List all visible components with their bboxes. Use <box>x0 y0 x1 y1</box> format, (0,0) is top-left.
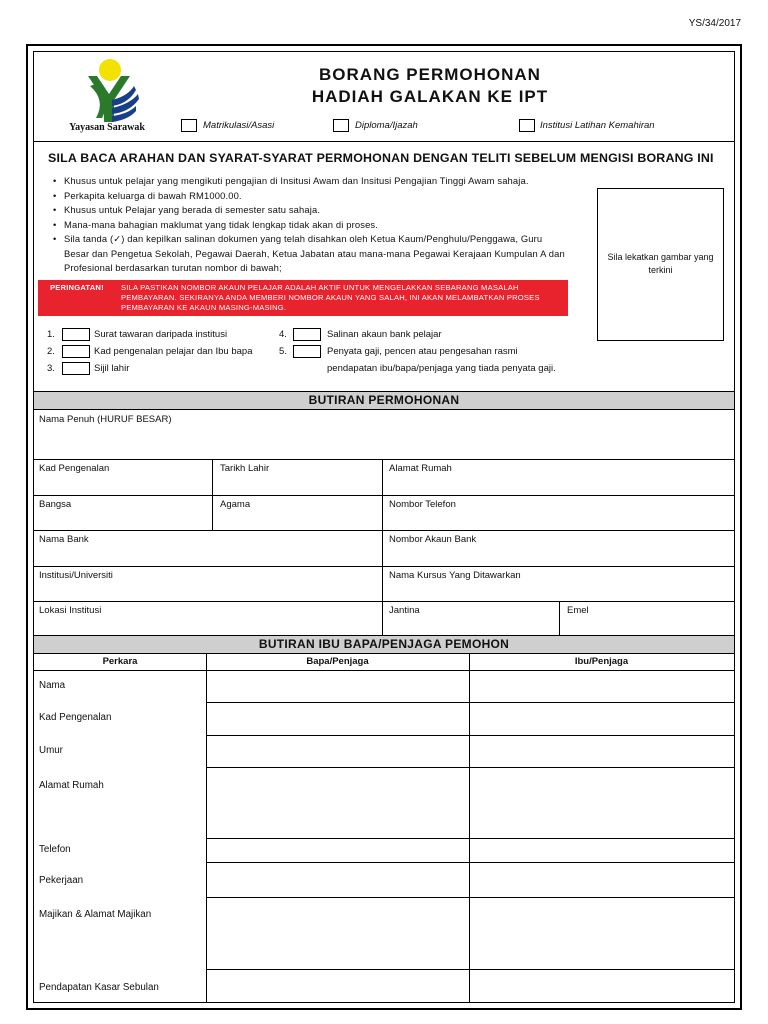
row-label-alamat-rumah: Alamat Rumah <box>39 780 104 791</box>
warning-banner <box>38 280 568 316</box>
doc-4-checkbox[interactable] <box>293 328 321 341</box>
doc-number: 1. <box>47 329 55 340</box>
matrikulasi-checkbox[interactable] <box>181 119 197 132</box>
row-label-pekerjaan: Pekerjaan <box>39 875 84 886</box>
form-title <box>250 64 610 108</box>
photo-box[interactable] <box>597 188 724 341</box>
grid-line <box>206 767 734 768</box>
section-butiran-ibu-bapa: BUTIRAN IBU BAPA/PENJAGA PEMOHON <box>34 635 734 654</box>
agama-field[interactable]: Agama <box>220 499 251 510</box>
grid-line <box>206 838 734 839</box>
condition-item: • Mana-mana bahagian maklumat yang tidak lengkap tidak akan di proses. <box>50 218 570 233</box>
doc-3-checkbox[interactable] <box>62 362 90 375</box>
grid-line <box>206 969 734 970</box>
diploma-checkbox[interactable] <box>333 119 349 132</box>
nama-bank-field[interactable]: Nama Bank <box>39 534 89 545</box>
grid-line <box>34 459 734 460</box>
instruction-heading: SILA BACA ARAHAN DAN SYARAT-SYARAT PERMOHONAN DENGAN TELITI SEBELUM MENGISI BORANG INI <box>48 151 714 165</box>
institusi-field[interactable]: Institusi/Universiti <box>39 570 113 581</box>
institusi-latihan-checkbox[interactable] <box>519 119 535 132</box>
column-header-ibu: Ibu/Penjaga <box>574 656 629 667</box>
doc-2-label: Kad pengenalan pelajar dan Ibu bapa <box>94 346 253 357</box>
warning-text: SILA PASTIKAN NOMBOR AKAUN PELAJAR ADALAH AKTIF UNTUK MENGELAKKAN SEBARANG MASALAH PEMBAYARAN. SEKIRANYA ANDA MEMBERI NOMBOR AKAUN YANG SALAH, INI AKAN MELAMBATKAN PROSES PEMBAYARAN KE AKAUN MASING-MASING. <box>121 283 540 312</box>
alamat-rumah-field[interactable]: Alamat Rumah <box>389 463 452 474</box>
grid-line <box>206 702 734 703</box>
column-header-perkara: Perkara <box>102 656 138 667</box>
condition-item: • Khusus untuk pelajar yang mengikuti pengajian di Insitusi Awam dan Insitusi Pengajian Tinggi Awam sahaja. <box>50 174 570 189</box>
grid-line <box>34 670 734 671</box>
lokasi-institusi-field[interactable]: Lokasi Institusi <box>39 605 102 616</box>
grid-line <box>469 654 470 1003</box>
condition-item: • Perkapita keluarga di bawah RM1000.00. <box>50 189 570 204</box>
grid-line <box>206 654 207 1003</box>
grid-line <box>34 601 734 602</box>
nama-penuh-field[interactable]: Nama Penuh (HURUF BESAR) <box>39 414 172 425</box>
doc-2-checkbox[interactable] <box>62 345 90 358</box>
title-line-1: BORANG PERMOHONAN <box>319 65 541 84</box>
doc-5-label: Penyata gaji, pencen atau pengesahan rasmi <box>327 346 518 357</box>
row-label-nama: Nama <box>39 680 66 691</box>
row-label-majikan: Majikan & Alamat Majikan <box>39 909 152 920</box>
grid-line <box>382 459 383 635</box>
tarikh-lahir-field[interactable]: Tarikh Lahir <box>220 463 270 474</box>
matrikulasi-label: Matrikulasi/Asasi <box>203 120 275 131</box>
condition-item: • Sila tanda (✓) dan kepilkan salinan dokumen yang telah disahkan oleh Ketua Kaum/Penghulu/Penggawa, Guru Besar dan Pengetua Sekolah, Pegawai Daerah, Ketua Jabatan atau mana-mana Pegawai Kerajaan Kumpulan A dan Profesional berdasarkan turutan nombor di bawah; <box>50 232 570 276</box>
jantina-field[interactable]: Jantina <box>389 605 420 616</box>
doc-5-label-continued: pendapatan ibu/bapa/penjaga yang tiada penyata gaji. <box>327 363 556 374</box>
header-divider <box>34 141 734 142</box>
title-line-2: HADIAH GALAKAN KE IPT <box>311 87 549 106</box>
row-label-telefon: Telefon <box>39 844 71 855</box>
kad-pengenalan-field[interactable]: Kad Pengenalan <box>39 463 110 474</box>
row-label-umur: Umur <box>39 745 63 756</box>
grid-line <box>212 459 213 530</box>
grid-line <box>206 862 734 863</box>
condition-item: • Khusus untuk Pelajar yang berada di semester satu sahaja. <box>50 203 570 218</box>
bangsa-field[interactable]: Bangsa <box>39 499 72 510</box>
doc-1-checkbox[interactable] <box>62 328 90 341</box>
section-butiran-permohonan: BUTIRAN PERMOHONAN <box>34 391 734 410</box>
conditions-list <box>50 174 570 276</box>
photo-instruction: Sila lekatkan gambar yang terkini <box>607 252 714 275</box>
doc-4-label: Salinan akaun bank pelajar <box>327 329 442 340</box>
doc-number: 4. <box>279 329 287 340</box>
grid-line <box>559 601 560 635</box>
doc-number: 3. <box>47 363 55 374</box>
institusi-latihan-label: Institusi Latihan Kemahiran <box>540 120 655 131</box>
doc-number: 5. <box>279 346 287 357</box>
nama-kursus-field[interactable]: Nama Kursus Yang Ditawarkan <box>389 570 521 581</box>
form-reference-code: YS/34/2017 <box>688 18 741 29</box>
column-header-bapa: Bapa/Penjaga <box>306 656 369 667</box>
row-label-kad-pengenalan: Kad Pengenalan <box>39 712 112 723</box>
diploma-label: Diploma/Ijazah <box>355 120 418 131</box>
grid-line <box>34 566 734 567</box>
nombor-telefon-field[interactable]: Nombor Telefon <box>389 499 456 510</box>
row-label-pendapatan: Pendapatan Kasar Sebulan <box>39 982 159 993</box>
organisation-name: Yayasan Sarawak <box>69 122 145 133</box>
grid-line <box>34 530 734 531</box>
doc-3-label: Sijil lahir <box>94 363 130 374</box>
doc-1-label: Surat tawaran daripada institusi <box>94 329 228 340</box>
doc-number: 2. <box>47 346 55 357</box>
warning-label: PERINGATAN! <box>50 283 104 292</box>
nombor-akaun-field[interactable]: Nombor Akaun Bank <box>389 534 477 545</box>
grid-line <box>206 897 734 898</box>
grid-line <box>34 495 734 496</box>
doc-5-checkbox[interactable] <box>293 345 321 358</box>
grid-line <box>206 735 734 736</box>
emel-field[interactable]: Emel <box>567 605 589 616</box>
